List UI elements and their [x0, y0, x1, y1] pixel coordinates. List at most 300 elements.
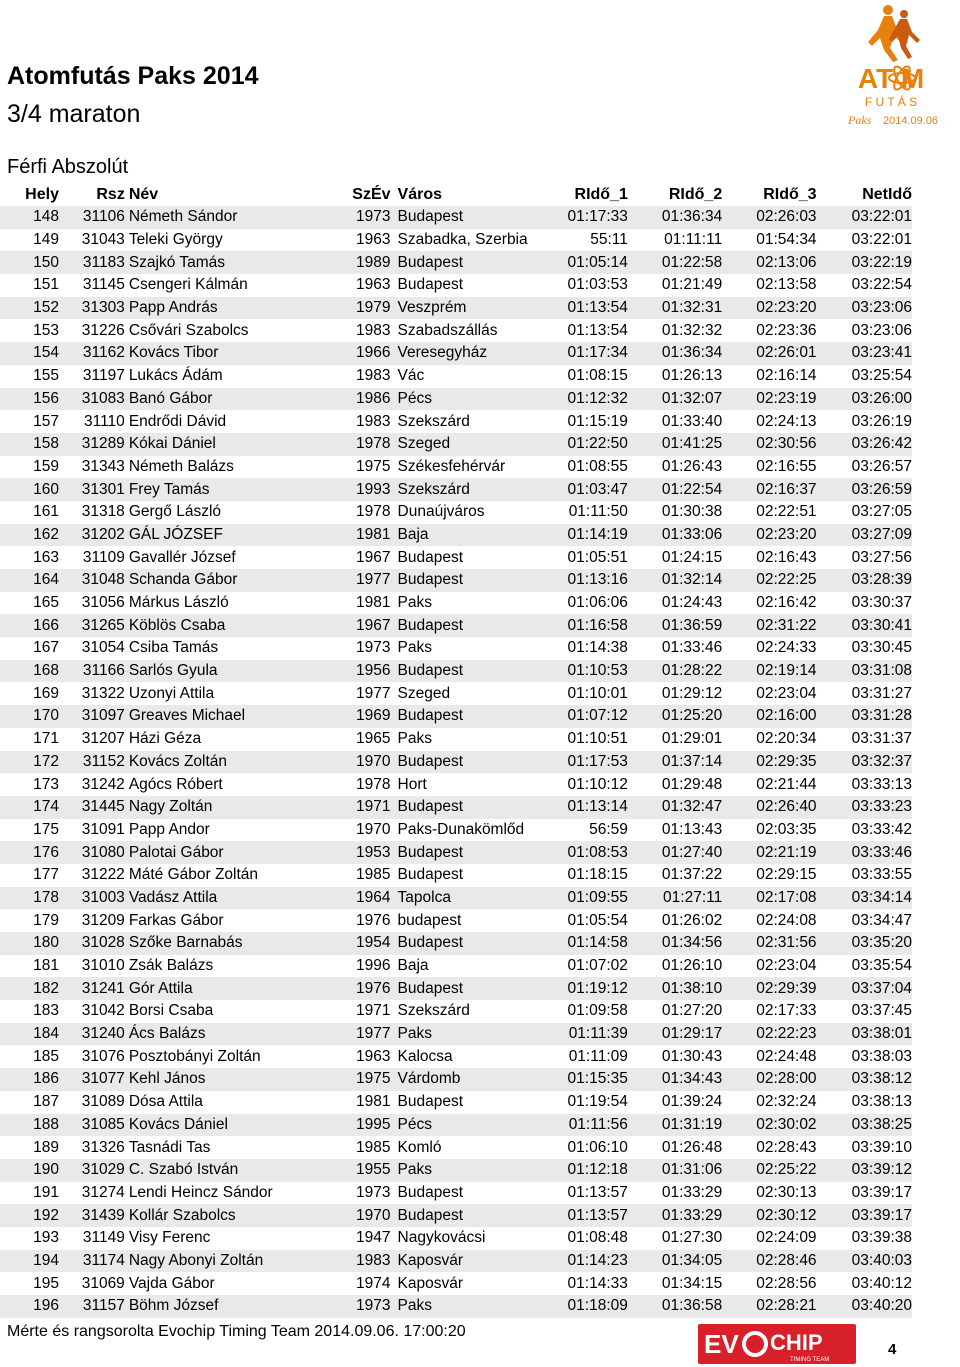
cell-rsz: 31166 [69, 660, 129, 683]
col-rido2: RIdő_2 [668, 185, 723, 203]
cell-varos: Szeged [391, 433, 530, 456]
cell-netido: 03:35:54 [851, 957, 912, 975]
cell-netido: 03:26:42 [817, 433, 912, 456]
cell-szev: 1956 [347, 660, 391, 683]
cell-rido3: 02:28:00 [722, 1068, 816, 1091]
cell-nev: Dósa Attila [128, 1093, 203, 1111]
cell-rido2: 01:37:14 [628, 751, 722, 774]
cell-netido: 03:30:37 [851, 594, 912, 612]
cell-rido2: 01:24:15 [661, 548, 723, 566]
cell-nev: Farkas Gábor [128, 911, 224, 929]
cell-netido: 03:37:04 [817, 977, 912, 1000]
table-row [0, 1091, 912, 1114]
cell-rido2: 01:26:02 [661, 911, 723, 929]
table-row [0, 1159, 912, 1182]
cell-rido3: 02:23:04 [756, 684, 817, 702]
cell-varos: Budapest [397, 866, 464, 884]
cell-hely: 150 [0, 251, 69, 274]
cell-hely: 183 [33, 1002, 59, 1020]
cell-rsz: 31162 [69, 342, 129, 365]
cell-rido2: 01:32:32 [661, 321, 723, 339]
cell-rsz: 31109 [82, 548, 125, 566]
cell-rido2: 01:33:46 [661, 639, 723, 657]
cell-rsz: 31274 [81, 1183, 125, 1201]
cell-varos: Kalocsa [397, 1047, 453, 1065]
cell-rido3: 02:16:42 [756, 594, 817, 612]
results-body [0, 206, 912, 1318]
cell-rido2: 01:34:56 [628, 932, 722, 955]
cell-rsz: 31222 [81, 866, 125, 884]
cell-hely: 191 [33, 1183, 59, 1201]
cell-rido3: 02:16:43 [756, 548, 817, 566]
cell-varos: Budapest [391, 841, 530, 864]
cell-varos: Budapest [397, 548, 464, 566]
cell-rido3: 02:17:08 [722, 887, 816, 910]
cell-rido3: 02:24:08 [756, 911, 817, 929]
cell-nev: Márkus László [128, 594, 229, 612]
cell-szev: 1967 [356, 548, 391, 566]
cell-szev: 1963 [356, 276, 391, 294]
cell-rido3: 02:17:33 [756, 1002, 817, 1020]
cell-netido: 03:23:41 [817, 342, 912, 365]
cell-rido2: 01:30:38 [661, 503, 723, 521]
cell-szev: 1947 [356, 1229, 391, 1247]
cell-rido1: 01:15:19 [567, 412, 628, 430]
cell-nev: Házi Géza [128, 730, 202, 748]
cell-nev: Gavallér József [128, 548, 236, 566]
table-row [0, 1045, 912, 1068]
cell-nev: Schanda Gábor [129, 569, 347, 592]
cell-rido2: 01:33:06 [628, 524, 722, 547]
cell-rido3: 02:13:58 [756, 276, 817, 294]
cell-rsz: 31056 [81, 594, 125, 612]
cell-rsz: 31226 [81, 321, 125, 339]
cell-rido3: 02:28:46 [722, 1250, 816, 1273]
cell-varos: Komló [397, 1138, 442, 1156]
cell-szev: 1970 [356, 820, 391, 838]
cell-rido2: 01:13:43 [661, 820, 723, 838]
cell-varos: Székesfehérvár [397, 457, 506, 475]
cell-varos: Budapest [391, 206, 530, 229]
cell-netido: 03:30:45 [851, 639, 912, 657]
cell-nev: Banó Gábor [129, 388, 347, 411]
cell-rido1: 01:14:23 [529, 1250, 627, 1273]
table-row [0, 1000, 912, 1023]
cell-szev: 1978 [347, 433, 391, 456]
cell-rido3: 02:32:24 [756, 1093, 817, 1111]
cell-rsz: 31202 [69, 524, 129, 547]
table-row [0, 365, 912, 388]
cell-szev: 1981 [347, 524, 391, 547]
evochip-right-text: CHIP [770, 1330, 823, 1355]
cell-rido2: 01:26:43 [661, 457, 723, 475]
cell-rido1: 01:19:12 [529, 977, 627, 1000]
footer-credit: Mérte és rangsorolta Evochip Timing Team 2014.09.06. 17:00:20 [7, 1323, 466, 1340]
cell-rsz: 31301 [69, 478, 129, 501]
cell-szev: 1955 [347, 1159, 391, 1182]
cell-rsz: 31157 [69, 1295, 129, 1318]
cell-varos: Budapest [391, 251, 530, 274]
cell-rido3: 02:30:56 [722, 433, 816, 456]
cell-hely: 163 [33, 548, 59, 566]
cell-varos: Pécs [391, 388, 530, 411]
cell-rido1: 01:08:48 [567, 1229, 628, 1247]
table-row [0, 887, 912, 910]
cell-rsz: 31343 [81, 457, 125, 475]
cell-rsz: 31209 [81, 911, 125, 929]
cell-rido3: 02:22:51 [756, 503, 817, 521]
cell-rsz: 31069 [81, 1274, 125, 1292]
cell-varos: Szabadka, Szerbia [397, 231, 528, 249]
cell-rido3: 02:16:55 [756, 457, 817, 475]
table-row [0, 297, 912, 320]
table-row [0, 773, 912, 796]
cell-rido3: 02:30:13 [756, 1183, 817, 1201]
cell-rsz: 31043 [81, 231, 125, 249]
table-row [0, 524, 912, 547]
cell-nev: Köblös Csaba [129, 614, 347, 637]
cell-nev: Csiba Tamás [128, 639, 219, 657]
cell-nev: C. Szabó István [129, 1159, 347, 1182]
cell-rido1: 01:10:53 [529, 660, 627, 683]
cell-rido3: 02:16:37 [722, 478, 816, 501]
page-number: 4 [888, 1341, 897, 1358]
cell-rido2: 01:31:19 [628, 1114, 722, 1137]
cell-netido: 03:27:09 [817, 524, 912, 547]
cell-netido: 03:28:39 [817, 569, 912, 592]
cell-rido3: 02:28:43 [756, 1138, 817, 1156]
cell-rido1: 01:19:54 [567, 1093, 628, 1111]
cell-szev: 1995 [347, 1114, 391, 1137]
cell-rido1: 01:08:53 [529, 841, 627, 864]
cell-hely: 155 [33, 367, 59, 385]
cell-rido3: 02:24:48 [756, 1047, 817, 1065]
cell-hely: 175 [33, 820, 59, 838]
cell-hely: 157 [33, 412, 59, 430]
cell-varos: Paks [391, 1295, 530, 1318]
cell-nev: Németh Sándor [129, 206, 347, 229]
cell-hely: 159 [33, 457, 59, 475]
cell-szev: 1973 [347, 1295, 391, 1318]
cell-rsz: 31265 [69, 614, 129, 637]
cell-rido2: 01:25:20 [628, 705, 722, 728]
cell-netido: 03:26:57 [851, 457, 912, 475]
cell-varos: Paks [391, 1023, 530, 1046]
cell-netido: 03:40:20 [817, 1295, 912, 1318]
cell-rsz: 31445 [69, 796, 129, 819]
cell-rsz: 31242 [81, 775, 125, 793]
cell-hely: 174 [0, 796, 69, 819]
cell-hely: 166 [0, 614, 69, 637]
cell-netido: 03:31:08 [817, 660, 912, 683]
cell-rido1: 56:59 [589, 820, 628, 838]
cell-hely: 192 [0, 1204, 69, 1227]
table-row [0, 614, 912, 637]
cell-rido1: 01:10:01 [567, 684, 628, 702]
cell-netido: 03:34:14 [817, 887, 912, 910]
cell-netido: 03:22:01 [851, 231, 912, 249]
table-row [0, 1068, 912, 1091]
cell-rido2: 01:27:20 [661, 1002, 723, 1020]
cell-varos: Budapest [391, 1204, 530, 1227]
results-table [0, 183, 912, 1318]
cell-varos: Paks [397, 730, 432, 748]
cell-rsz: 31077 [69, 1068, 129, 1091]
cell-hely: 179 [33, 911, 59, 929]
cell-netido: 03:31:37 [851, 730, 912, 748]
table-row [0, 955, 912, 978]
cell-rido2: 01:29:01 [661, 730, 723, 748]
table-row [0, 433, 912, 456]
cell-rido3: 02:26:03 [722, 206, 816, 229]
cell-rido3: 02:22:25 [722, 569, 816, 592]
cell-rido1: 01:16:58 [529, 614, 627, 637]
cell-varos: Hort [397, 775, 427, 793]
cell-netido: 03:22:19 [817, 251, 912, 274]
cell-szev: 1973 [356, 639, 391, 657]
cell-szev: 1970 [347, 751, 391, 774]
cell-szev: 1975 [347, 1068, 391, 1091]
cell-hely: 178 [0, 887, 69, 910]
cell-rido2: 01:32:07 [628, 388, 722, 411]
cell-rido1: 01:05:54 [567, 911, 628, 929]
col-rido3: RIdő_3 [763, 185, 817, 203]
cell-nev: Visy Ferenc [128, 1229, 211, 1247]
table-row [0, 456, 912, 479]
cell-szev: 1974 [356, 1274, 391, 1292]
cell-rido2: 01:26:13 [661, 367, 723, 385]
cell-varos: Budapest [397, 1093, 464, 1111]
table-row [0, 796, 912, 819]
cell-rsz: 31029 [69, 1159, 129, 1182]
cell-nev: Szőke Barnabás [129, 932, 347, 955]
cell-nev: Vajda Gábor [128, 1274, 215, 1292]
table-row [0, 864, 912, 887]
cell-szev: 1983 [347, 1250, 391, 1273]
cell-rido2: 01:27:40 [628, 841, 722, 864]
cell-rido2: 01:37:22 [661, 866, 723, 884]
cell-nev: Kovács Tibor [129, 342, 347, 365]
cell-szev: 1970 [347, 1204, 391, 1227]
cell-netido: 03:39:17 [851, 1183, 912, 1201]
cell-nev: Máté Gábor Zoltán [128, 866, 259, 884]
logo-word-futas: F U T Á S [864, 95, 918, 109]
cell-nev: Lendi Heincz Sándor [128, 1183, 273, 1201]
cell-varos: Szekszárd [397, 412, 470, 430]
cell-rido1: 01:03:53 [567, 276, 628, 294]
cell-szev: 1967 [347, 614, 391, 637]
cell-hely: 194 [0, 1250, 69, 1273]
cell-hely: 158 [0, 433, 69, 456]
cell-szev: 1971 [356, 1002, 391, 1020]
cell-hely: 154 [0, 342, 69, 365]
cell-varos: Paks-Dunakömlőd [397, 820, 525, 838]
cell-varos: Vác [397, 367, 425, 385]
cell-szev: 1978 [356, 775, 391, 793]
cell-rsz: 31439 [69, 1204, 129, 1227]
cell-rsz: 31097 [69, 705, 129, 728]
cell-hely: 170 [0, 705, 69, 728]
cell-nev: Vadász Attila [129, 887, 347, 910]
cell-netido: 03:26:00 [817, 388, 912, 411]
cell-nev: Posztobányi Zoltán [128, 1047, 261, 1065]
cell-rido3: 01:54:34 [756, 231, 817, 249]
cell-hely: 168 [0, 660, 69, 683]
cell-netido: 03:25:54 [851, 367, 912, 385]
cell-rido1: 01:10:51 [567, 730, 628, 748]
cell-rsz: 31145 [82, 276, 125, 294]
col-hely: Hely [25, 185, 59, 203]
cell-rido2: 01:33:29 [628, 1204, 722, 1227]
cell-szev: 1973 [356, 1183, 391, 1201]
cell-varos: Budapest [391, 705, 530, 728]
cell-netido: 03:38:25 [817, 1114, 912, 1137]
cell-szev: 1981 [356, 594, 391, 612]
cell-nev: Szajkó Tamás [129, 251, 347, 274]
cell-nev: Teleki György [128, 231, 223, 249]
cell-rsz: 31083 [69, 388, 129, 411]
cell-netido: 03:32:37 [817, 751, 912, 774]
cell-rido3: 02:29:15 [756, 866, 817, 884]
cell-rsz: 31152 [69, 751, 129, 774]
cell-varos: Budapest [391, 796, 530, 819]
cell-rido3: 02:29:39 [722, 977, 816, 1000]
cell-rsz: 31076 [81, 1047, 125, 1065]
cell-hely: 169 [33, 684, 59, 702]
cell-rido1: 01:07:12 [529, 705, 627, 728]
cell-rido2: 01:30:43 [661, 1047, 723, 1065]
cell-rido1: 01:15:35 [529, 1068, 627, 1091]
cell-hely: 161 [33, 503, 59, 521]
cell-nev: Tasnádi Tas [128, 1138, 211, 1156]
cell-varos: Kaposvár [397, 1274, 463, 1292]
table-row [0, 592, 912, 615]
cell-rido1: 01:17:34 [529, 342, 627, 365]
logo-date: 2014.09.06 [883, 115, 939, 127]
table-row [0, 977, 912, 1000]
cell-nev: Gergő László [128, 503, 222, 521]
cell-rido2: 01:32:14 [628, 569, 722, 592]
cell-hely: 185 [33, 1047, 59, 1065]
cell-rido1: 01:08:15 [567, 367, 628, 385]
table-row [0, 909, 912, 932]
table-row [0, 1182, 912, 1205]
cell-szev: 1996 [356, 957, 391, 975]
cell-rsz: 31080 [69, 841, 129, 864]
cell-varos: Tapolca [391, 887, 530, 910]
cell-hely: 190 [0, 1159, 69, 1182]
cell-rido2: 01:36:59 [628, 614, 722, 637]
cell-nev: Nagy Abonyi Zoltán [129, 1250, 347, 1273]
cell-rido2: 01:26:48 [661, 1138, 723, 1156]
cell-rido1: 01:17:33 [529, 206, 627, 229]
cell-varos: Pécs [391, 1114, 530, 1137]
cell-hely: 167 [33, 639, 59, 657]
cell-netido: 03:34:47 [851, 911, 912, 929]
cell-rsz: 31054 [81, 639, 125, 657]
cell-rido1: 01:13:14 [529, 796, 627, 819]
cell-netido: 03:39:10 [851, 1138, 912, 1156]
cell-nev: Sarlós Gyula [129, 660, 347, 683]
table-row [0, 751, 912, 774]
cell-hely: 173 [33, 775, 59, 793]
table-row [0, 501, 912, 524]
cell-rido1: 01:06:10 [567, 1138, 628, 1156]
table-row [0, 932, 912, 955]
table-row [0, 206, 912, 229]
cell-rido3: 02:28:56 [756, 1274, 817, 1292]
cell-netido: 03:33:55 [851, 866, 912, 884]
cell-szev: 1976 [356, 911, 391, 929]
cell-hely: 186 [0, 1068, 69, 1091]
cell-netido: 03:23:06 [817, 297, 912, 320]
cell-hely: 164 [0, 569, 69, 592]
page-title: Atomfutás Paks 2014 [7, 62, 259, 90]
cell-nev: Kovács Zoltán [129, 751, 347, 774]
table-row [0, 274, 912, 297]
cell-hely: 149 [33, 231, 59, 249]
cell-szev: 1989 [347, 251, 391, 274]
cell-nev: Agócs Róbert [128, 775, 223, 793]
cell-netido: 03:39:17 [817, 1204, 912, 1227]
cell-varos: Szekszárd [397, 1002, 470, 1020]
cell-rido2: 01:36:34 [628, 206, 722, 229]
cell-rido2: 01:41:25 [628, 433, 722, 456]
cell-hely: 153 [33, 321, 59, 339]
cell-nev: Kollár Szabolcs [129, 1204, 347, 1227]
cell-rido3: 02:21:19 [722, 841, 816, 864]
cell-rido3: 02:30:02 [722, 1114, 816, 1137]
cell-varos: Paks [397, 639, 432, 657]
cell-netido: 03:30:41 [817, 614, 912, 637]
cell-rido1: 01:18:09 [529, 1295, 627, 1318]
cell-netido: 03:33:23 [817, 796, 912, 819]
cell-netido: 03:38:12 [817, 1068, 912, 1091]
cell-rido3: 02:03:35 [756, 820, 817, 838]
cell-szev: 1977 [347, 1023, 391, 1046]
cell-hely: 188 [0, 1114, 69, 1137]
cell-rido3: 02:29:35 [722, 751, 816, 774]
cell-nev: Ács Balázs [129, 1023, 347, 1046]
cell-rido3: 02:31:22 [722, 614, 816, 637]
table-row [0, 251, 912, 274]
cell-netido: 03:22:01 [817, 206, 912, 229]
cell-rido3: 02:20:34 [756, 730, 817, 748]
table-row [0, 1136, 912, 1159]
col-netido: NetIdő [862, 185, 912, 203]
cell-rido1: 01:14:58 [529, 932, 627, 955]
cell-szev: 1977 [347, 569, 391, 592]
cell-szev: 1966 [347, 342, 391, 365]
cell-rsz: 31197 [82, 367, 125, 385]
cell-rsz: 31106 [69, 206, 129, 229]
cell-rsz: 31028 [69, 932, 129, 955]
table-row [0, 388, 912, 411]
cell-rido1: 01:06:06 [567, 594, 628, 612]
cell-netido: 03:31:27 [851, 684, 912, 702]
cell-nev: Zsák Balázs [128, 957, 214, 975]
cell-rido3: 02:24:09 [756, 1229, 817, 1247]
cell-rido3: 02:21:44 [756, 775, 817, 793]
cell-nev: Uzonyi Attila [128, 684, 215, 702]
cell-netido: 03:37:45 [851, 1002, 912, 1020]
cell-netido: 03:31:28 [817, 705, 912, 728]
cell-varos: Budapest [391, 569, 530, 592]
cell-hely: 148 [0, 206, 69, 229]
cell-rido3: 02:24:33 [756, 639, 817, 657]
cell-rido2: 01:38:10 [628, 977, 722, 1000]
cell-rido1: 01:11:50 [568, 503, 628, 521]
